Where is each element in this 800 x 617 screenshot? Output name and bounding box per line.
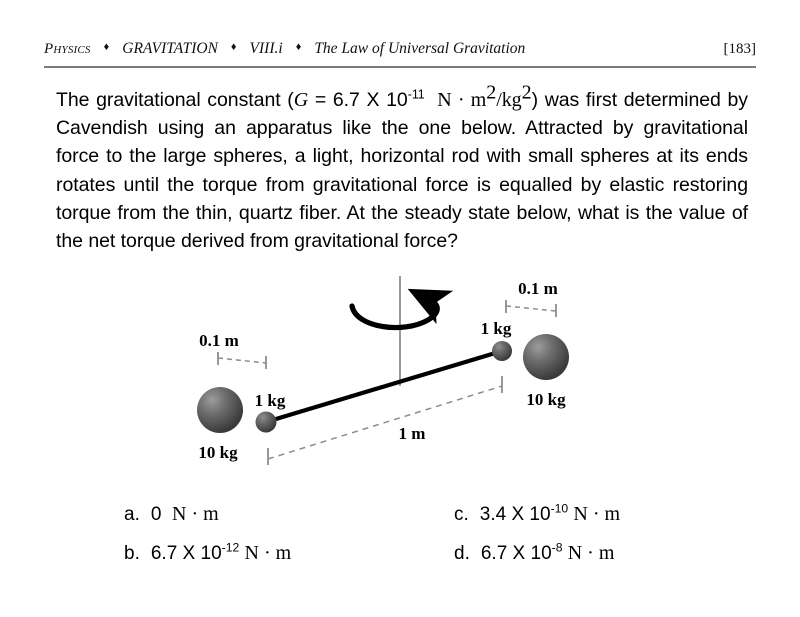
- diamond-separator-icon: ♦: [103, 41, 110, 53]
- left-dim-dashed-line: [218, 358, 266, 363]
- rod-length-label: 1 m: [398, 424, 426, 443]
- left-gap-label: 0.1 m: [199, 331, 239, 350]
- header-divider: [44, 66, 756, 68]
- breadcrumb-topic: The Law of Universal Gravitation: [314, 40, 526, 57]
- answer-letter-d: d.: [454, 543, 470, 564]
- right-small-sphere: [492, 341, 512, 361]
- breadcrumb-unit: GRAVITATION: [122, 40, 218, 57]
- breadcrumb: [44, 40, 525, 58]
- answer-options: [124, 503, 744, 581]
- breadcrumb-section: VIII.i: [249, 40, 283, 57]
- question-units-mid: /kg: [496, 89, 522, 111]
- left-small-sphere-label: 1 kg: [254, 391, 286, 410]
- answer-text-b: 6.7 X $10^{-12}$ N · m: [150, 540, 292, 564]
- torsion-rod: [266, 351, 502, 422]
- diamond-separator-icon: ♦: [230, 41, 237, 53]
- answer-letter-a: a.: [124, 504, 140, 525]
- left-large-sphere: [197, 387, 243, 433]
- answer-row-2: [124, 542, 744, 565]
- right-large-sphere-label: 10 kg: [526, 390, 566, 409]
- question-text: [56, 81, 748, 255]
- question-units: N · m: [437, 89, 487, 111]
- answer-option-c[interactable]: [454, 503, 620, 526]
- right-large-sphere: [523, 334, 569, 380]
- right-dim-dashed-line: [506, 306, 556, 311]
- diamond-separator-icon: ♦: [295, 41, 302, 53]
- answer-option-a[interactable]: [124, 503, 454, 526]
- answer-text-c: 3.4 X $10^{-10}$ N · m: [479, 501, 621, 525]
- question-exponent: -11: [407, 87, 425, 102]
- question-units-sup1: 2: [486, 81, 497, 104]
- question-part3: ) was first determined by Cavendish using an apparatus like the one below. Attracted by gravitational force to the large spheres, a light, horizontal rod with small spheres at its ends rotates until the torque from gravitational force is equalled by elastic restoring torque from the thin, quartz fiber. At the steady state below, what is the value of the net torque derived from gravitational force?: [56, 89, 748, 253]
- answer-option-b[interactable]: [124, 542, 454, 565]
- cavendish-apparatus-diagram: [0, 262, 800, 492]
- question-part2: = 6.7 X 10: [308, 89, 408, 111]
- left-large-sphere-label: 10 kg: [198, 443, 238, 462]
- breadcrumb-subject: Physics: [44, 41, 91, 57]
- rod-length-dashed-line: [268, 386, 502, 459]
- gravitational-constant-symbol: G: [293, 89, 309, 111]
- answer-letter-c: c.: [454, 504, 469, 525]
- answer-row-1: [124, 503, 744, 526]
- answer-text-a: 0 N · m: [150, 503, 219, 525]
- right-small-sphere-label: 1 kg: [480, 319, 512, 338]
- question-units-sup2: 2: [521, 81, 532, 104]
- left-small-sphere: [256, 412, 277, 433]
- rotation-arrow-icon: [352, 300, 437, 328]
- answer-option-d[interactable]: [454, 542, 614, 565]
- question-part1: The gravitational constant (: [56, 89, 294, 111]
- answer-letter-b: b.: [124, 543, 140, 564]
- page-header: [44, 40, 756, 66]
- answer-text-d: 6.7 X $10^{-8}$ N · m: [480, 540, 615, 564]
- page-number: [183]: [723, 41, 756, 57]
- right-gap-label: 0.1 m: [518, 279, 558, 298]
